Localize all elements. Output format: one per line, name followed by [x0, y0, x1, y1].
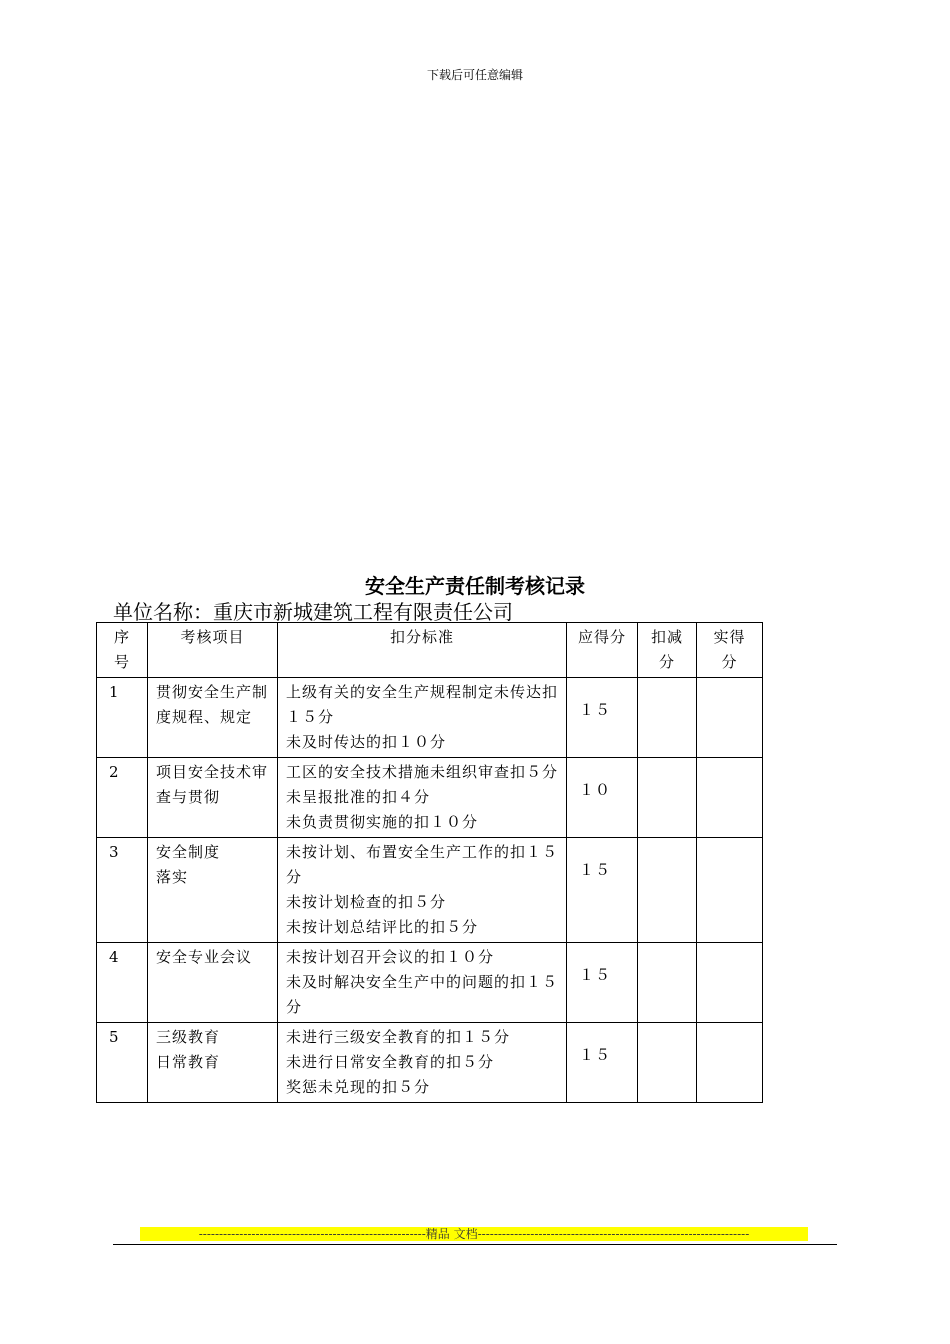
row-serial-no: 2	[97, 758, 148, 838]
row-full-score: １５	[567, 943, 638, 1023]
row-assessment-item: 安全制度 落实	[148, 838, 278, 943]
row-full-score: １５	[567, 1023, 638, 1103]
row-serial-no: 1	[97, 678, 148, 758]
table-row	[97, 838, 763, 943]
row-actual-score	[697, 838, 763, 943]
table-row	[97, 678, 763, 758]
footer-divider	[113, 1244, 837, 1245]
criteria-line: 未按计划总结评比的扣５分	[286, 918, 479, 936]
table-row	[97, 758, 763, 838]
header-actual-score: 实得分	[697, 623, 763, 678]
criteria-line: 未按计划检查的扣５分	[286, 893, 447, 911]
row-deducted-score	[638, 758, 697, 838]
table-header-row	[97, 623, 763, 678]
criteria-line: 未负责贯彻实施的扣１０分	[286, 813, 479, 831]
row-full-score: １５	[567, 678, 638, 758]
header-serial-no: 序号	[97, 623, 148, 678]
row-deducted-score	[638, 678, 697, 758]
criteria-line: 未呈报批准的扣４分	[286, 788, 431, 806]
row-serial-no: 3	[97, 838, 148, 943]
criteria-line: 未按计划召开会议的扣１０分	[286, 948, 495, 966]
row-deducted-score	[638, 943, 697, 1023]
criteria-line: 奖惩未兑现的扣５分	[286, 1078, 431, 1096]
row-serial-no: 4	[97, 943, 148, 1023]
table-body	[97, 678, 763, 1103]
criteria-line: 上级有关的安全生产规程制定未传达扣１５分	[286, 683, 559, 726]
row-actual-score	[697, 678, 763, 758]
assessment-table	[96, 622, 763, 1103]
row-deduction-criteria	[278, 943, 567, 1023]
row-assessment-item: 安全专业会议	[148, 943, 278, 1023]
table-row	[97, 1023, 763, 1103]
header-deducted-score: 扣减分	[638, 623, 697, 678]
criteria-line: 未按计划、布置安全生产工作的扣１５分	[286, 843, 559, 886]
row-actual-score	[697, 758, 763, 838]
header-full-score: 应得分	[567, 623, 638, 678]
row-deducted-score	[638, 1023, 697, 1103]
document-title: 安全生产责任制考核记录	[365, 574, 585, 598]
row-deduction-criteria	[278, 838, 567, 943]
footer-watermark-bar: --------------------------------------------------------精品 文档-------------------------------------------------------------------	[140, 1227, 808, 1241]
row-deduction-criteria	[278, 1023, 567, 1103]
row-assessment-item: 项目安全技术审查与贯彻	[148, 758, 278, 838]
row-assessment-item: 三级教育 日常教育	[148, 1023, 278, 1103]
header-assessment-item: 考核项目	[148, 623, 278, 678]
criteria-line: 未及时解决安全生产中的问题的扣１５分	[286, 973, 559, 1016]
criteria-line: 未及时传达的扣１０分	[286, 733, 447, 751]
unit-name-line: 单位名称：重庆市新城建筑工程有限责任公司	[113, 600, 513, 624]
table-row	[97, 943, 763, 1023]
criteria-line: 未进行日常安全教育的扣５分	[286, 1053, 495, 1071]
row-actual-score	[697, 943, 763, 1023]
row-full-score: １５	[567, 838, 638, 943]
row-assessment-item: 贯彻安全生产制度规程、规定	[148, 678, 278, 758]
page-header-note: 下载后可任意编辑	[426, 68, 523, 82]
header-deduction-criteria: 扣分标准	[278, 623, 567, 678]
row-deduction-criteria	[278, 678, 567, 758]
row-serial-no: 5	[97, 1023, 148, 1103]
criteria-line: 工区的安全技术措施未组织审查扣５分	[286, 763, 559, 781]
row-actual-score	[697, 1023, 763, 1103]
criteria-line: 未进行三级安全教育的扣１５分	[286, 1028, 511, 1046]
row-deducted-score	[638, 838, 697, 943]
row-deduction-criteria	[278, 758, 567, 838]
row-full-score: １０	[567, 758, 638, 838]
